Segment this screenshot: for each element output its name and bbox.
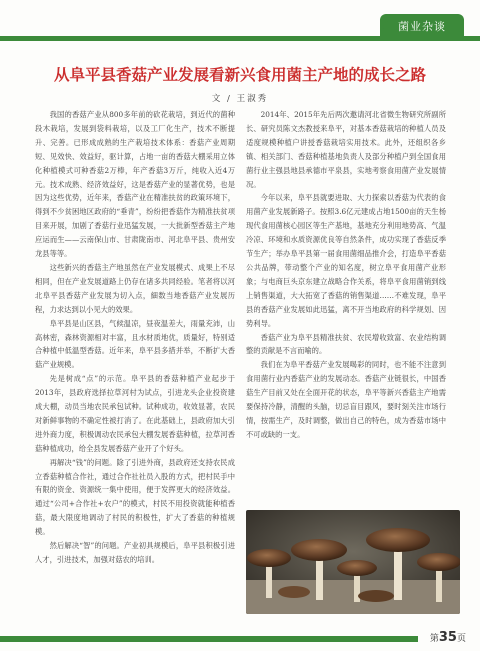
paragraph: 我国的香菇产业从800多年前的砍花栽培，到近代的菌种段木栽培，发展到袋料栽培，以及工厂化生产，技术不断提升、完善。已形成成熟的生产栽培技术体系：香菇产业周期短、见效快、效益好，驱计算，占地一亩的香菇大棚采用立体化种植模式可种香菇2万棒，年产香菇3万斤，纯收入近4万元。技术成熟、经济效益好，这是香菇产业的显著优势，也是因为这些优势，近年来，香菇产业在精准扶贫的政策环境下，得到不少贫困地区政府的“垂青”，纷纷把香菇作为精准扶贫项目来开展，加剧了香菇行业迅猛发展，一大批新型香菇主产地应运而生——云南保山市、甘肃陇南市、河北阜平县、贵州安龙县等等。	[35, 110, 235, 259]
paragraph: 这些新兴的香菇主产地虽然在产业发展模式、成果上不尽相同，但在产业发展道路上仍存在诸多共同经验。笔者将以河北阜平县香菇产业发展为切入点，細数当地香菇产业发展历程，力求达到以小见大的效果。	[35, 262, 235, 314]
left-column	[35, 108, 235, 567]
paragraph: 我们在为阜平香菇产业发展喝彩的同时，也不能不注意到食用菌行业内香菇产业的发展动态。香菇产业链很长，中国香菇生产目前又处在全面开花的状态，阜平等新兴香菇主产地需要保持冷静，清醒的头脑，切忌盲目跟风，要时刻关注市场行情，按需生产，及时调整，做出自己的特色，成为香菇市场中不可或缺的一支。	[246, 360, 446, 439]
page-suffix: 页	[456, 634, 466, 644]
paragraph: 香菇产业为阜平县精准扶贫、农民增收致富、农业结构调整的贡献是不言而喻的。	[246, 332, 446, 356]
article-title: 从阜平县香菇产业发展看新兴食用菌主产地的成长之路	[53, 66, 426, 84]
paragraph: 再解决“钱”的问题。除了引进外商，县政府还支持农民成立香菇种植合作社，通过合作社社员入股的方式，把村民手中有限的资金、资源统一集中使用，便于发挥更大的经济效益。通过“公司+合作社+农户”的模式，村民不用投资就能种植香菇，最大限度地调动了村民的积极性，扩大了香菇的种植规模。	[35, 457, 235, 537]
page-header	[0, 0, 480, 44]
paragraph: 然后解决“智”的问题。产业初具规模后，阜平县积极引进人才，引进技术，加强对菇农的培训。	[35, 541, 235, 564]
mushroom-image	[246, 510, 460, 614]
page-number	[430, 630, 466, 645]
page-number-value: 35	[438, 630, 457, 645]
paragraph: 阜平县是山区县，气候温凉，昼夜温差大，雨量充沛，山高林密，森林资源相对丰富，且水材质地优，质量好，特别适合种植中低温型香菇。近年来，阜平县多措并举，不断扩大香菇产业规模。	[35, 318, 235, 370]
paragraph: 2014年、2015年先后两次邀请河北省微生物研究所副所长、研究员陈文杰教授来阜平，对基本香菇栽培的种植人员及适度规模种植户讲授香菇栽培实用技术。此外，还组织各乡镇、相关部门、香菇种植基地负责人及部分种植户到全国食用菌行业主强县地县承德市平泉县，实地考察食用菌产业发展情况。	[246, 110, 446, 189]
section-label: 菌业杂谈	[398, 20, 446, 33]
paragraph: 今年以来，阜平县就要进取、大力探索以香菇为代表的食用菌产业发展新路子。按照3.6亿元建成占地1500亩的天生杨现代食用菌核心园区等生产基地，基地充分利用地势高、气温冷凉、环境和水质资源优良等自然条件，成功实现了香菇反季节生产；举办阜平县第一届食用菌细品推介会，打造阜平香菇公共品牌，带动整个产业的知名度，树立阜平食用菌产业形象；与电商巨头京东建立战略合作关系，将阜平食用菌销到线上销售渠道，大大拓宽了香菇的销售渠道……不难发现，阜平县的香菇产业发展如此迅猛，离不开当地政府的科学规划、因势利导。	[246, 193, 446, 328]
page-prefix: 第	[429, 634, 439, 644]
shiitake-photo	[246, 510, 460, 614]
article-author: 文 / 王淑秀	[211, 94, 269, 104]
page-footer	[0, 628, 480, 651]
right-column	[246, 108, 446, 442]
paragraph: 先是树成“点”的示范。阜平县的香菇种植产业起步于2013年，县政府选择拉草河村为试点，引进龙头企业投资建成大棚，动员当地农民承包试种。试种成功，收效显著，农民对新鲜事物的不确定性被打消了。在此基础上，县政府加大引进外商力度，积极调动农民承包大棚发展香菇种植，拉草河香菇种植成功，给全县发展香菇产业开了个好头。	[35, 374, 235, 453]
footer-bar	[0, 636, 418, 642]
